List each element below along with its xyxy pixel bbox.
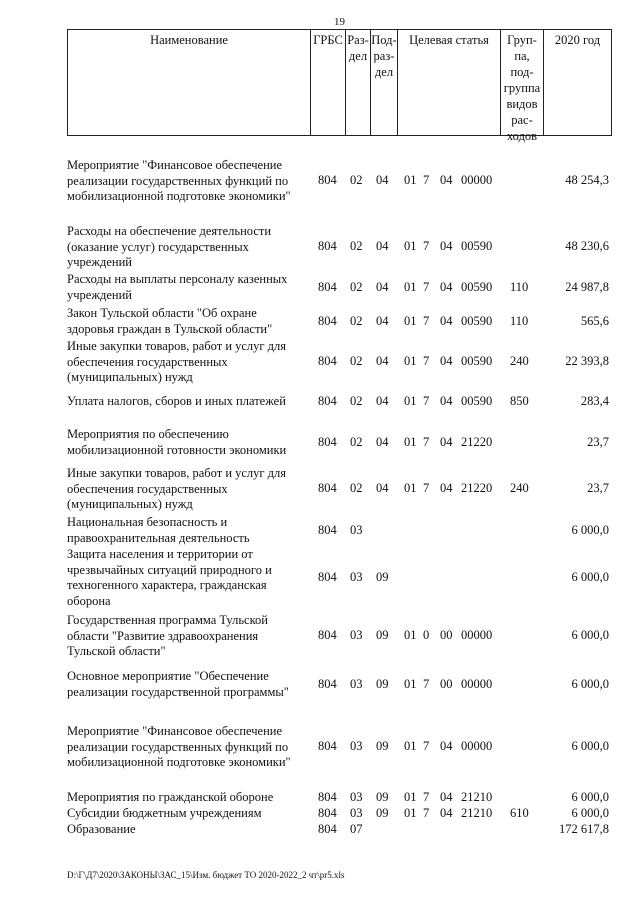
row-razd: 02: [350, 354, 363, 368]
row-grbs: 804: [318, 394, 337, 408]
row-podr: 04: [376, 239, 389, 253]
row-cs2: 7: [423, 280, 430, 294]
row-cs1: 01: [404, 790, 417, 804]
row-cs4: 00000: [461, 628, 493, 642]
row-grbs: 804: [318, 806, 337, 820]
row-grbs: 804: [318, 435, 337, 449]
row-sum: 6 000,0: [571, 677, 609, 691]
row-cs1: 01: [404, 806, 417, 820]
row-name: Основное мероприятие "Обеспечение реализации государственной программы": [67, 669, 289, 699]
header-podrazdel: Под- раз- дел: [371, 30, 398, 135]
row-cs3: 04: [440, 173, 453, 187]
row-podr: 09: [376, 570, 389, 584]
row-name: Мероприятие "Финансовое обеспечение реализации государственных функций по мобилизационной подготовке экономики": [67, 158, 291, 203]
row-razd: 02: [350, 314, 363, 328]
row-grbs: 804: [318, 481, 337, 495]
row-cs3: 04: [440, 314, 453, 328]
row-vid: 240: [510, 481, 529, 495]
row-cs3: 04: [440, 280, 453, 294]
row-sum: 6 000,0: [571, 628, 609, 642]
row-name: Уплата налогов, сборов и иных платежей: [67, 394, 286, 408]
row-name: Закон Тульской области "Об охране здоровья граждан в Тульской области": [67, 306, 273, 336]
row-sum: 23,7: [587, 435, 609, 449]
row-cs3: 04: [440, 481, 453, 495]
row-cs2: 7: [423, 739, 430, 753]
row-cs3: 04: [440, 790, 453, 804]
row-cs2: 0: [423, 628, 430, 642]
row-vid: 110: [510, 280, 529, 294]
row-cs1: 01: [404, 314, 417, 328]
row-vid: 240: [510, 354, 529, 368]
row-cs4: 00000: [461, 173, 493, 187]
row-vid: 110: [510, 314, 529, 328]
header-grbs: ГРБС: [311, 30, 346, 135]
row-cs1: 01: [404, 677, 417, 691]
row-sum: 6 000,0: [571, 523, 609, 537]
row-podr: 04: [376, 354, 389, 368]
row-name: Субсидии бюджетным учреждениям: [67, 806, 262, 820]
row-sum: 565,6: [580, 314, 609, 328]
row-cs4: 00590: [461, 314, 493, 328]
row-cs3: 04: [440, 394, 453, 408]
row-grbs: 804: [318, 822, 337, 836]
row-razd: 02: [350, 173, 363, 187]
row-razd: 03: [350, 677, 363, 691]
row-razd: 03: [350, 628, 363, 642]
row-grbs: 804: [318, 354, 337, 368]
row-cs1: 01: [404, 739, 417, 753]
row-grbs: 804: [318, 570, 337, 584]
row-cs3: 04: [440, 435, 453, 449]
row-sum: 172 617,8: [559, 822, 609, 836]
row-name: Мероприятие "Финансовое обеспечение реализации государственных функций по мобилизационной подготовке экономики": [67, 724, 291, 769]
row-grbs: 804: [318, 173, 337, 187]
page-number: 19: [334, 16, 345, 28]
row-cs2: 7: [423, 677, 430, 691]
row-cs2: 7: [423, 806, 430, 820]
row-name: Расходы на обеспечение деятельности (оказание услуг) государственных учреждений: [67, 224, 272, 269]
row-podr: 04: [376, 173, 389, 187]
header-year: 2020 год: [554, 33, 601, 47]
row-podr: 09: [376, 739, 389, 753]
row-cs4: 21220: [461, 435, 493, 449]
row-cs3: 00: [440, 677, 453, 691]
row-cs4: 00590: [461, 239, 493, 253]
row-cs3: 04: [440, 806, 453, 820]
row-cs4: 00000: [461, 739, 493, 753]
row-podr: 04: [376, 394, 389, 408]
row-cs1: 01: [404, 239, 417, 253]
row-name: Национальная безопасность и правоохранительная деятельность: [67, 515, 250, 545]
row-podr: 04: [376, 314, 389, 328]
row-cs2: 7: [423, 481, 430, 495]
row-cs4: 00590: [461, 354, 493, 368]
row-cs4: 21220: [461, 481, 493, 495]
header-razdel: Раз- дел: [346, 30, 371, 135]
row-razd: 03: [350, 570, 363, 584]
row-cs4: 21210: [461, 806, 493, 820]
row-cs2: 7: [423, 790, 430, 804]
row-podr: 09: [376, 790, 389, 804]
row-sum: 6 000,0: [571, 806, 609, 820]
row-sum: 6 000,0: [571, 790, 609, 804]
header-vid: Груп- па, под- группа видов рас- ходов: [501, 30, 544, 135]
row-cs3: 00: [440, 628, 453, 642]
row-name: Иные закупки товаров, работ и услуг для обеспечения государственных (муниципальных) нужд: [67, 339, 287, 384]
footer-path: D:\Г\Д7\2020\ЗАКОНЫ\ЗАС_15\Изм. бюджет ТО 2020-2022_2 чт\pr5.xls: [67, 870, 345, 880]
row-cs4: 00590: [461, 394, 493, 408]
row-cs2: 7: [423, 394, 430, 408]
row-cs1: 01: [404, 435, 417, 449]
row-cs4: 21210: [461, 790, 493, 804]
row-grbs: 804: [318, 280, 337, 294]
row-grbs: 804: [318, 239, 337, 253]
row-cs3: 04: [440, 739, 453, 753]
row-cs2: 7: [423, 435, 430, 449]
row-sum: 6 000,0: [571, 739, 609, 753]
row-grbs: 804: [318, 739, 337, 753]
row-cs1: 01: [404, 280, 417, 294]
row-podr: 04: [376, 481, 389, 495]
row-razd: 07: [350, 822, 363, 836]
row-sum: 283,4: [580, 394, 609, 408]
row-cs3: 04: [440, 354, 453, 368]
row-sum: 24 987,8: [565, 280, 609, 294]
row-cs1: 01: [404, 354, 417, 368]
row-name: Образование: [67, 822, 136, 836]
row-razd: 02: [350, 481, 363, 495]
row-name: Защита населения и территории от чрезвычайных ситуаций природного и техногенного характера, гражданская оборона: [67, 547, 272, 608]
row-sum: 48 230,6: [565, 239, 609, 253]
row-razd: 03: [350, 806, 363, 820]
row-cs2: 7: [423, 239, 430, 253]
row-name: Иные закупки товаров, работ и услуг для обеспечения государственных (муниципальных) нужд: [67, 466, 287, 511]
row-cs2: 7: [423, 354, 430, 368]
row-grbs: 804: [318, 790, 337, 804]
row-name: Мероприятия по гражданской обороне: [67, 790, 274, 804]
row-podr: 04: [376, 435, 389, 449]
row-name: Расходы на выплаты персоналу казенных учреждений: [67, 272, 288, 302]
header-cs: Целевая статья: [398, 30, 501, 135]
row-podr: 04: [376, 280, 389, 294]
row-podr: 09: [376, 628, 389, 642]
row-vid: 610: [510, 806, 529, 820]
row-cs1: 01: [404, 628, 417, 642]
row-razd: 02: [350, 239, 363, 253]
row-name: Государственная программа Тульской области "Развитие здравоохранения Тульской области": [67, 613, 268, 658]
row-vid: 850: [510, 394, 529, 408]
row-sum: 23,7: [587, 481, 609, 495]
row-razd: 03: [350, 523, 363, 537]
row-razd: 02: [350, 435, 363, 449]
row-sum: 6 000,0: [571, 570, 609, 584]
row-cs1: 01: [404, 481, 417, 495]
row-cs2: 7: [423, 314, 430, 328]
row-cs4: 00000: [461, 677, 493, 691]
row-grbs: 804: [318, 523, 337, 537]
row-grbs: 804: [318, 677, 337, 691]
row-sum: 22 393,8: [565, 354, 609, 368]
row-cs1: 01: [404, 173, 417, 187]
row-sum: 48 254,3: [565, 173, 609, 187]
row-razd: 03: [350, 790, 363, 804]
row-cs3: 04: [440, 239, 453, 253]
header-name: Наименование: [68, 30, 311, 135]
row-grbs: 804: [318, 628, 337, 642]
row-razd: 02: [350, 394, 363, 408]
row-name: Мероприятия по обеспечению мобилизационной готовности экономики: [67, 427, 287, 457]
row-grbs: 804: [318, 314, 337, 328]
row-cs4: 00590: [461, 280, 493, 294]
row-cs1: 01: [404, 394, 417, 408]
row-razd: 02: [350, 280, 363, 294]
row-podr: 09: [376, 677, 389, 691]
row-podr: 09: [376, 806, 389, 820]
row-cs2: 7: [423, 173, 430, 187]
row-razd: 03: [350, 739, 363, 753]
